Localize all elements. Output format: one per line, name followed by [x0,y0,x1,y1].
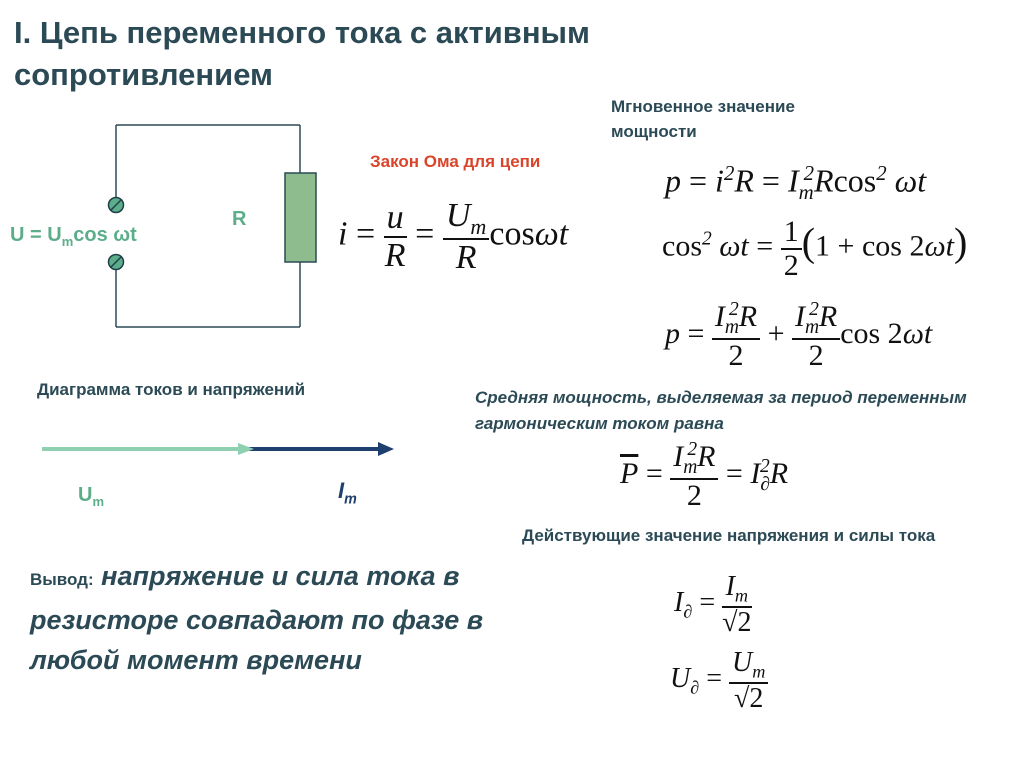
power-heading: Мгновенное значение мощности [611,97,795,141]
conclusion-text: напряжение и сила тока в резисторе совпадают по фазе в любой момент времени [30,561,484,675]
effective-voltage-formula: $U_\partial$ = $\frac{U_m}{√2}$ [670,648,768,713]
conclusion-lead: Вывод: [30,570,94,589]
power-formula-3: p = $\frac{I_m^2R}{2}$ + $\frac{I_m^2R}{2}$ cos 2ωt [665,299,933,373]
ohm-formula: i = $\frac{u}{R}$ = $\frac{U_m}{R}$ cosωt [338,197,569,276]
effective-heading: Действующие значение напряжения и силы тока [522,526,936,545]
page-title: I. Цепь переменного тока с активным сопротивлением [14,15,590,92]
resistor-label: R [232,208,247,230]
conclusion [30,556,550,680]
terminal-bottom [109,255,124,270]
voltage-vector-label: $U_m$ [78,484,105,509]
diagram-heading: Диаграмма токов и напряжений [37,380,306,399]
phasor-diagram [38,438,398,460]
power-formula-1: $p = i^2R = I_m^2Rcos^2$ ωt [665,162,927,205]
source-voltage-label: $U = U_m\cos$ ωt [10,224,137,249]
current-vector-label: $I_m$ [338,478,357,508]
resistor [285,173,316,262]
ohm-heading: Закон Ома для цепи [370,152,541,171]
current-arrowhead [378,442,394,456]
average-heading: Средняя мощность, выделяемая за период переменным гармоническим током равна [475,388,967,433]
terminal-top [109,198,124,213]
effective-current-formula: $I_\partial$ = $\frac{I_m}{√2}$ [674,571,752,638]
power-formula-2: $\cos^2 \omega t$ = $\frac{1}{2}$ (1 + cos 2ωt) [662,215,968,282]
average-formula: $\overline{P}$ = $\frac{I_m^2R}{2}$ = $I_\partial^2R$ [620,439,789,513]
voltage-arrowhead [238,443,254,455]
